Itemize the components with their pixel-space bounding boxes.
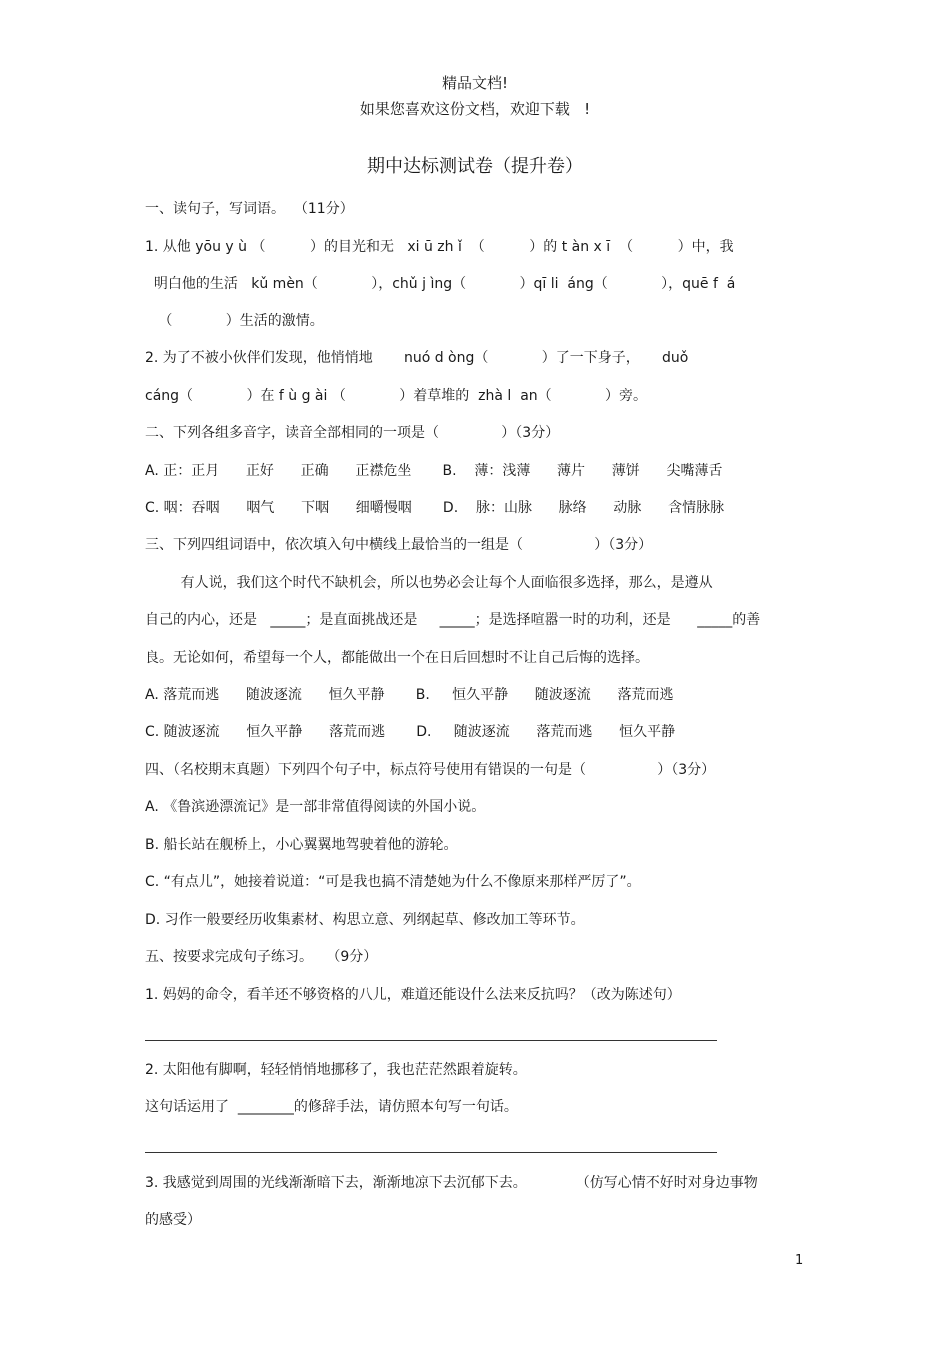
section-3-passage-line-2: 自己的内心，还是 _____；是直面挑战还是 _____；是选择喧嚣一时的功利，还是 _____的善 [145, 612, 761, 628]
question-1-2-line-2: cáng（ ）在 f ù g ài （ ）着草堆的 zhà l an（ ）旁。 [145, 388, 648, 404]
section-5-question-2: 2. 太阳他有脚啊，轻轻悄悄地挪移了，我也茫茫然跟着旋转。 [145, 1062, 527, 1078]
section-5-question-1: 1. 妈妈的命令，看羊还不够资格的八儿，难道还能设什么法来反抗吗？（改为陈述句） [145, 987, 681, 1003]
section-3-passage-line-1: 有人说，我们这个时代不缺机会，所以也势必会让每个人面临很多选择，那么，是遵从 [145, 575, 713, 591]
section-4-option-c: C. “有点儿”，她接着说道：“可是我也搞不清楚她为什么不像原来那样严厉了”。 [145, 874, 641, 890]
section-5-question-3-line-1: 3. 我感觉到周围的光线渐渐暗下去，渐渐地凉下去沉郁下去。 （仿写心情不好时对身边事物 [145, 1175, 758, 1191]
section-4-heading: 四、（名校期末真题）下列四个句子中，标点符号使用有错误的一句是（ ）（3分） [145, 762, 716, 778]
section-3-options-ab: A. 落荒而逃 随波逐流 恒久平静 B. 恒久平静 随波逐流 落荒而逃 [145, 687, 674, 703]
header-line-2: 如果您喜欢这份文档，欢迎下载 ! [359, 100, 591, 118]
page-number: 1 [795, 1253, 804, 1268]
section-1-heading: 一、读句子，写词语。 （11分） [145, 201, 354, 217]
section-4-option-b: B. 船长站在舰桥上，小心翼翼地驾驶着他的游轮。 [145, 837, 458, 853]
question-1-1-line-3: （ ）生活的激情。 [145, 313, 324, 329]
page-title: 期中达标测试卷（提升卷） [367, 156, 583, 177]
section-3-options-cd: C. 随波逐流 恒久平静 落荒而逃 D. 随波逐流 落荒而逃 恒久平静 [145, 724, 676, 740]
section-2-options-ab: A. 正：正月 正好 正确 正襟危坐 B. 薄：浅薄 薄片 薄饼 尖嘴薄舌 [145, 463, 723, 479]
section-4-option-d: D. 习作一般要经历收集素材、构思立意、列纲起草、修改加工等环节。 [145, 912, 585, 928]
section-2-options-cd: C. 咽：吞咽 咽气 下咽 细嚼慢咽 D. 脉：山脉 脉络 动脉 含情脉脉 [145, 500, 725, 516]
question-1-1-line-2: 明白他的生活 kǔ mèn（ ），chǔ j ìng（ ）qī li áng（ ），quē f á [145, 276, 736, 292]
question-1-2-line-1: 2. 为了不被小伙伴们发现，他悄悄地 nuó d òng（ ）了一下身子， duǒ [145, 350, 689, 366]
section-5-question-2-instruction: 这句话运用了 ________的修辞手法，请仿照本句写一句话。 [145, 1099, 518, 1115]
section-4-option-a: A. 《鲁滨逊漂流记》是一部非常值得阅读的外国小说。 [145, 799, 486, 815]
section-5-question-3-line-2: 的感受） [145, 1212, 201, 1228]
answer-line-2[interactable] [145, 1152, 717, 1153]
section-2-heading: 二、下列各组多音字，读音全部相同的一项是（ ）（3分） [145, 425, 560, 441]
section-3-heading: 三、下列四组词语中，依次填入句中横线上最恰当的一组是（ ）（3分） [145, 537, 653, 553]
answer-line-1[interactable] [145, 1040, 717, 1041]
question-1-1-line-1: 1. 从他 yōu y ù （ ）的目光和无 xi ū zh ǐ （ ）的 t àn x ī （ ）中，我 [145, 239, 734, 255]
section-5-heading: 五、按要求完成句子练习。 （9分） [145, 949, 378, 965]
header-line-1: 精品文档! [441, 74, 508, 92]
section-3-passage-line-3: 良。无论如何，希望每一个人，都能做出一个在日后回想时不让自己后悔的选择。 [145, 650, 649, 666]
